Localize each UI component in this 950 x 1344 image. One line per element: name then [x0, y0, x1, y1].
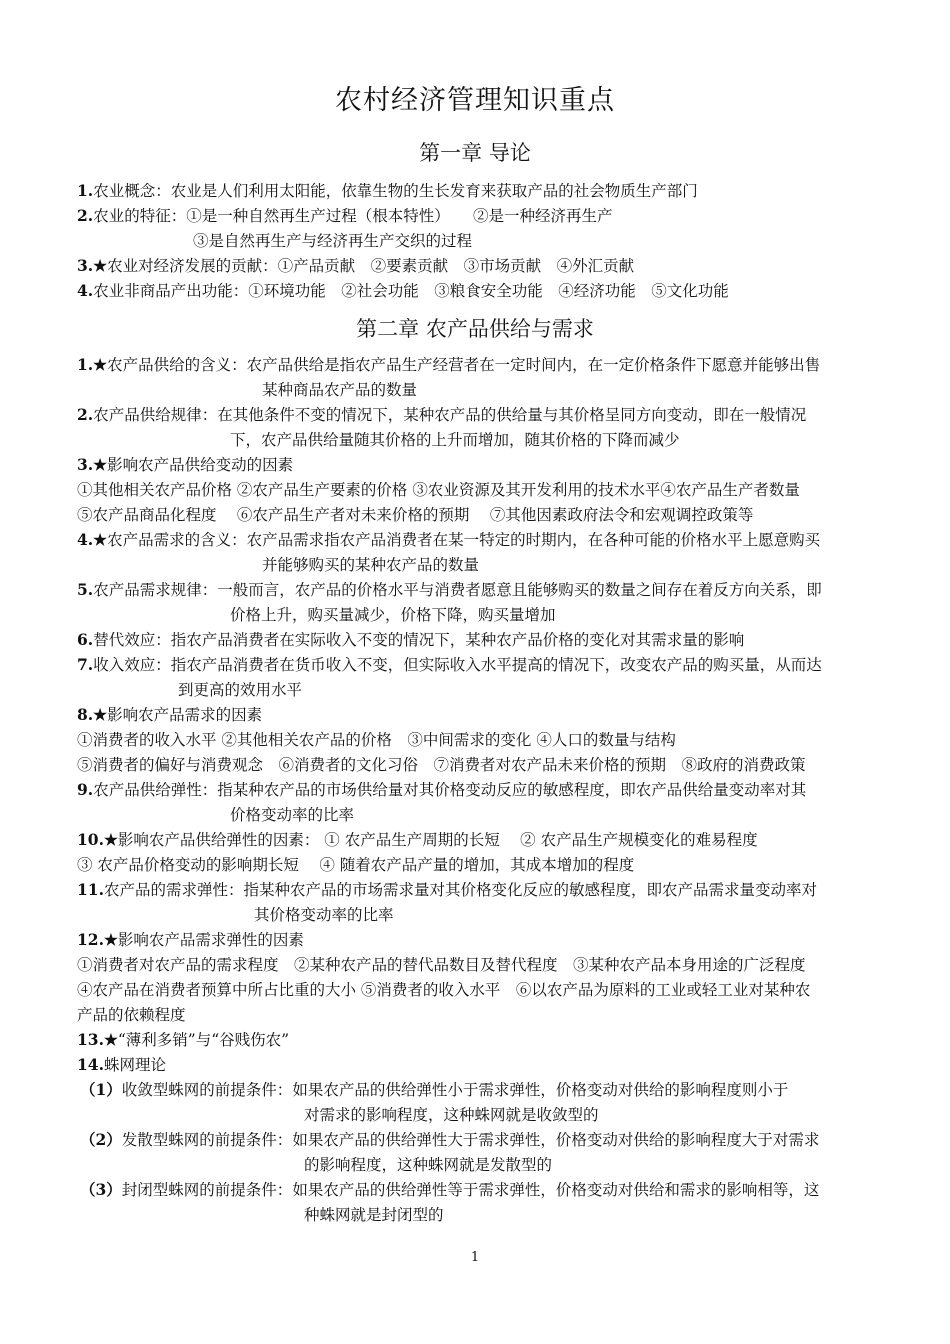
- cobweb-closed: （3）封闭型蛛网的前提条件：如果农产品的供给弹性等于需求弹性，价格变动对供给和需求的影响相等，这: [80, 1180, 820, 1199]
- ch1-item-2: 2.农业的特征：①是一种自然再生产过程（根本特性） ②是一种经济再生产: [77, 206, 613, 225]
- ch2-item-11-cont: 其价格变动率的比率: [254, 906, 394, 924]
- ch2-item-5: 5.农产品需求规律：一般而言，农产品的价格水平与消费者愿意且能够购买的数量之间存在着反方向关系，即: [77, 580, 822, 599]
- ch1-item-2-cont: ③是自然再生产与经济再生产交织的过程: [193, 232, 473, 250]
- ch2-item-14: 14.蛛网理论: [77, 1055, 166, 1074]
- ch2-item-12-line-1: ①消费者对农产品的需求程度 ②某种农产品的替代品数目及替代程度 ③某种农产品本身用途的广泛程度: [77, 956, 806, 974]
- ch1-item-1: 1.农业概念：农业是人们利用太阳能，依靠生物的生长发育来获取产品的社会物质生产部门: [77, 181, 698, 200]
- ch1-item-4: 4.农业非商品产出功能：①环境功能 ②社会功能 ③粮食安全功能 ④经济功能 ⑤文化功能: [77, 281, 729, 300]
- ch2-item-9-cont: 价格变动率的比率: [230, 806, 355, 824]
- ch2-item-12-line-3: 产品的依赖程度: [77, 1006, 186, 1024]
- chapter2-title: 第二章 农产品供给与需求: [356, 317, 594, 341]
- ch2-item-10: 10.★影响农产品供给弹性的因素： ① 农产品生产周期的长短 ② 农产品生产规模变化的难易程度: [77, 830, 758, 849]
- ch2-item-4: 4.★农产品需求的含义：农产品需求指农产品消费者在某一特定的时期内，在各种可能的价格水平上愿意购买: [77, 530, 821, 549]
- ch2-item-12-line-2: ④农产品在消费者预算中所占比重的大小 ⑤消费者的收入水平 ⑥以农产品为原料的工业或轻工业对某种农: [77, 981, 811, 999]
- ch2-item-3-line-1: ①其他相关农产品价格 ②农产品生产要素的价格 ③农业资源及其开发利用的技术水平④农产品生产者数量: [77, 481, 800, 499]
- document-title: 农村经济管理知识重点: [335, 85, 615, 116]
- ch2-item-11: 11.农产品的需求弹性：指某种农产品的市场需求量对其价格变化反应的敏感程度，即农产品需求量变动率对: [77, 880, 817, 899]
- ch2-item-7: 7.收入效应：指农产品消费者在货币收入不变，但实际收入水平提高的情况下，改变农产品的购买量，从而达: [77, 655, 822, 674]
- ch2-item-12: 12.★影响农产品需求弹性的因素: [77, 930, 304, 949]
- chapter1-title: 第一章 导论: [419, 141, 531, 165]
- cobweb-divergent: （2）发散型蛛网的前提条件：如果农产品的供给弹性大于需求弹性，价格变动对供给的影响程度大于对需求: [80, 1130, 820, 1149]
- cobweb-closed-cont: 种蛛网就是封闭型的: [304, 1206, 444, 1224]
- page-number: 1: [470, 1250, 480, 1265]
- ch2-item-2-cont: 下，农产品供给量随其价格的上升而增加，随其价格的下降而减少: [230, 431, 680, 449]
- cobweb-convergent-cont: 对需求的影响程度，这种蛛网就是收敛型的: [304, 1106, 599, 1124]
- ch2-item-5-cont: 价格上升，购买量减少，价格下降，购买量增加: [230, 606, 556, 624]
- ch2-item-10-line-1: ③ 农产品价格变动的影响期长短 ④ 随着农产品产量的增加，其成本增加的程度: [77, 856, 635, 874]
- ch2-item-1: 1.★农产品供给的含义：农产品供给是指农产品生产经营者在一定时间内，在一定价格条件下愿意并能够出售: [77, 355, 821, 374]
- ch2-item-13: 13.★“薄利多销”与“谷贱伤农”: [77, 1030, 290, 1049]
- ch2-item-8-line-1: ①消费者的收入水平 ②其他相关农产品的价格 ③中间需求的变化 ④人口的数量与结构: [77, 731, 676, 749]
- ch2-item-8-line-2: ⑤消费者的偏好与消费观念 ⑥消费者的文化习俗 ⑦消费者对农产品未来价格的预期 ⑧政府的消费政策: [77, 756, 806, 774]
- cobweb-divergent-cont: 的影响程度，这种蛛网就是发散型的: [304, 1156, 553, 1174]
- ch2-item-7-cont: 到更高的效用水平: [178, 681, 303, 699]
- ch1-item-3: 3.★农业对经济发展的贡献：①产品贡献 ②要素贡献 ③市场贡献 ④外汇贡献: [77, 256, 635, 275]
- ch2-item-4-cont: 并能够购买的某种农产品的数量: [262, 556, 480, 574]
- cobweb-convergent: （1）收敛型蛛网的前提条件：如果农产品的供给弹性小于需求弹性，价格变动对供给的影响程度则小于: [80, 1080, 789, 1099]
- ch2-item-8: 8.★影响农产品需求的因素: [77, 705, 263, 724]
- ch2-item-2: 2.农产品供给规律：在其他条件不变的情况下，某种农产品的供给量与其价格呈同方向变动，即在一般情况: [77, 405, 807, 424]
- ch2-item-3-line-2: ⑤农产品商品化程度 ⑥农产品生产者对未来价格的预期 ⑦其他因素政府法令和宏观调控政策等: [77, 506, 754, 524]
- ch2-item-6: 6.替代效应：指农产品消费者在实际收入不变的情况下，某种农产品价格的变化对其需求量的影响: [77, 630, 745, 649]
- ch2-item-9: 9.农产品供给弹性：指某种农产品的市场供给量对其价格变动反应的敏感程度，即农产品供给量变动率对其: [77, 780, 807, 799]
- ch2-item-1-cont: 某种商品农产品的数量: [262, 381, 418, 399]
- ch2-item-3: 3.★影响农产品供给变动的因素: [77, 455, 294, 474]
